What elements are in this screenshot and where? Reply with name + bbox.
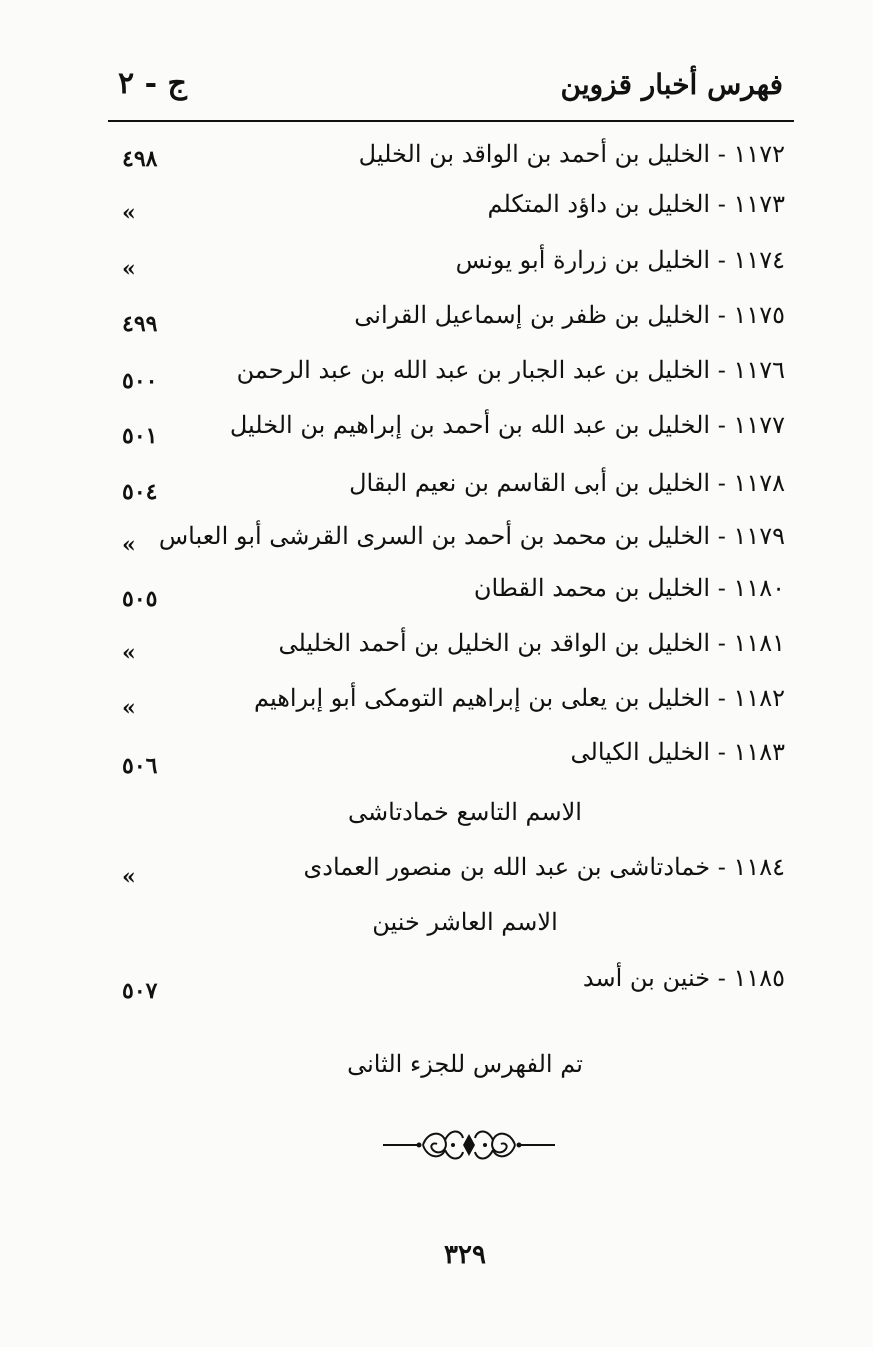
index-entry-page-1177: ٥٠١ — [122, 423, 158, 449]
index-entry-page-1183: ٥٠٦ — [122, 753, 158, 779]
index-entry-1185: ١١٨٥ - خنين بن أسد — [582, 964, 785, 992]
running-header-title: فهرس أخبار قزوين — [560, 68, 783, 101]
index-entry-page-1176: ٥٠٠ — [122, 368, 158, 394]
index-entry-page-1175: ٤٩٩ — [122, 311, 158, 337]
index-entry-page-1180: ٥٠٥ — [122, 586, 158, 612]
index-entry-1176: ١١٧٦ - الخليل بن عبد الجبار بن عبد الله بن عبد الرحمن — [236, 356, 785, 384]
index-entry-1178: ١١٧٨ - الخليل بن أبى القاسم بن نعيم البقال — [349, 469, 785, 497]
index-entry-page-1172: ٤٩٨ — [122, 146, 158, 172]
closing-note: تم الفهرس للجزء الثانى — [347, 1050, 583, 1078]
section-heading-10: الاسم العاشر خنين — [372, 908, 558, 936]
floral-ornament-icon — [383, 1120, 555, 1170]
index-entry-page-1173: » — [122, 200, 136, 226]
section-heading-9: الاسم التاسع خمادتاشى — [348, 798, 582, 826]
index-entry-page-1185: ٥٠٧ — [122, 978, 158, 1004]
index-entry-page-1178: ٥٠٤ — [122, 479, 158, 505]
index-entry-1177: ١١٧٧ - الخليل بن عبد الله بن أحمد بن إبراهيم بن الخليل — [229, 411, 785, 439]
index-entry-1173: ١١٧٣ - الخليل بن داؤد المتكلم — [487, 190, 785, 218]
index-entry-1182: ١١٨٢ - الخليل بن يعلى بن إبراهيم التومكى أبو إبراهيم — [253, 684, 785, 712]
running-header-volume: ج - ٢ — [118, 66, 187, 101]
index-entry-page-1174: » — [122, 256, 136, 282]
index-entry-1172: ١١٧٢ - الخليل بن أحمد بن الواقد بن الخليل — [358, 140, 785, 168]
index-entry-page-1181: » — [122, 640, 136, 666]
index-entry-page-1184: » — [122, 864, 136, 890]
index-entry-1181: ١١٨١ - الخليل بن الواقد بن الخليل بن أحمد الخليلى — [278, 629, 785, 657]
index-entry-1183: ١١٨٣ - الخليل الكيالى — [570, 738, 785, 766]
index-entry-1175: ١١٧٥ - الخليل بن ظفر بن إسماعيل القرانى — [354, 301, 785, 329]
header-rule — [108, 120, 794, 122]
index-entry-1179: ١١٧٩ - الخليل بن محمد بن أحمد بن السرى القرشى أبو العباس — [158, 522, 785, 550]
index-entry-1174: ١١٧٤ - الخليل بن زرارة أبو يونس — [455, 246, 785, 274]
page-number: ٣٢٩ — [444, 1240, 486, 1270]
index-entry-1180: ١١٨٠ - الخليل بن محمد القطان — [473, 574, 785, 602]
index-entry-page-1182: » — [122, 695, 136, 721]
index-entry-page-1179: » — [122, 532, 136, 558]
index-entry-1184: ١١٨٤ - خمادتاشى بن عبد الله بن منصور العمادى — [303, 853, 785, 881]
